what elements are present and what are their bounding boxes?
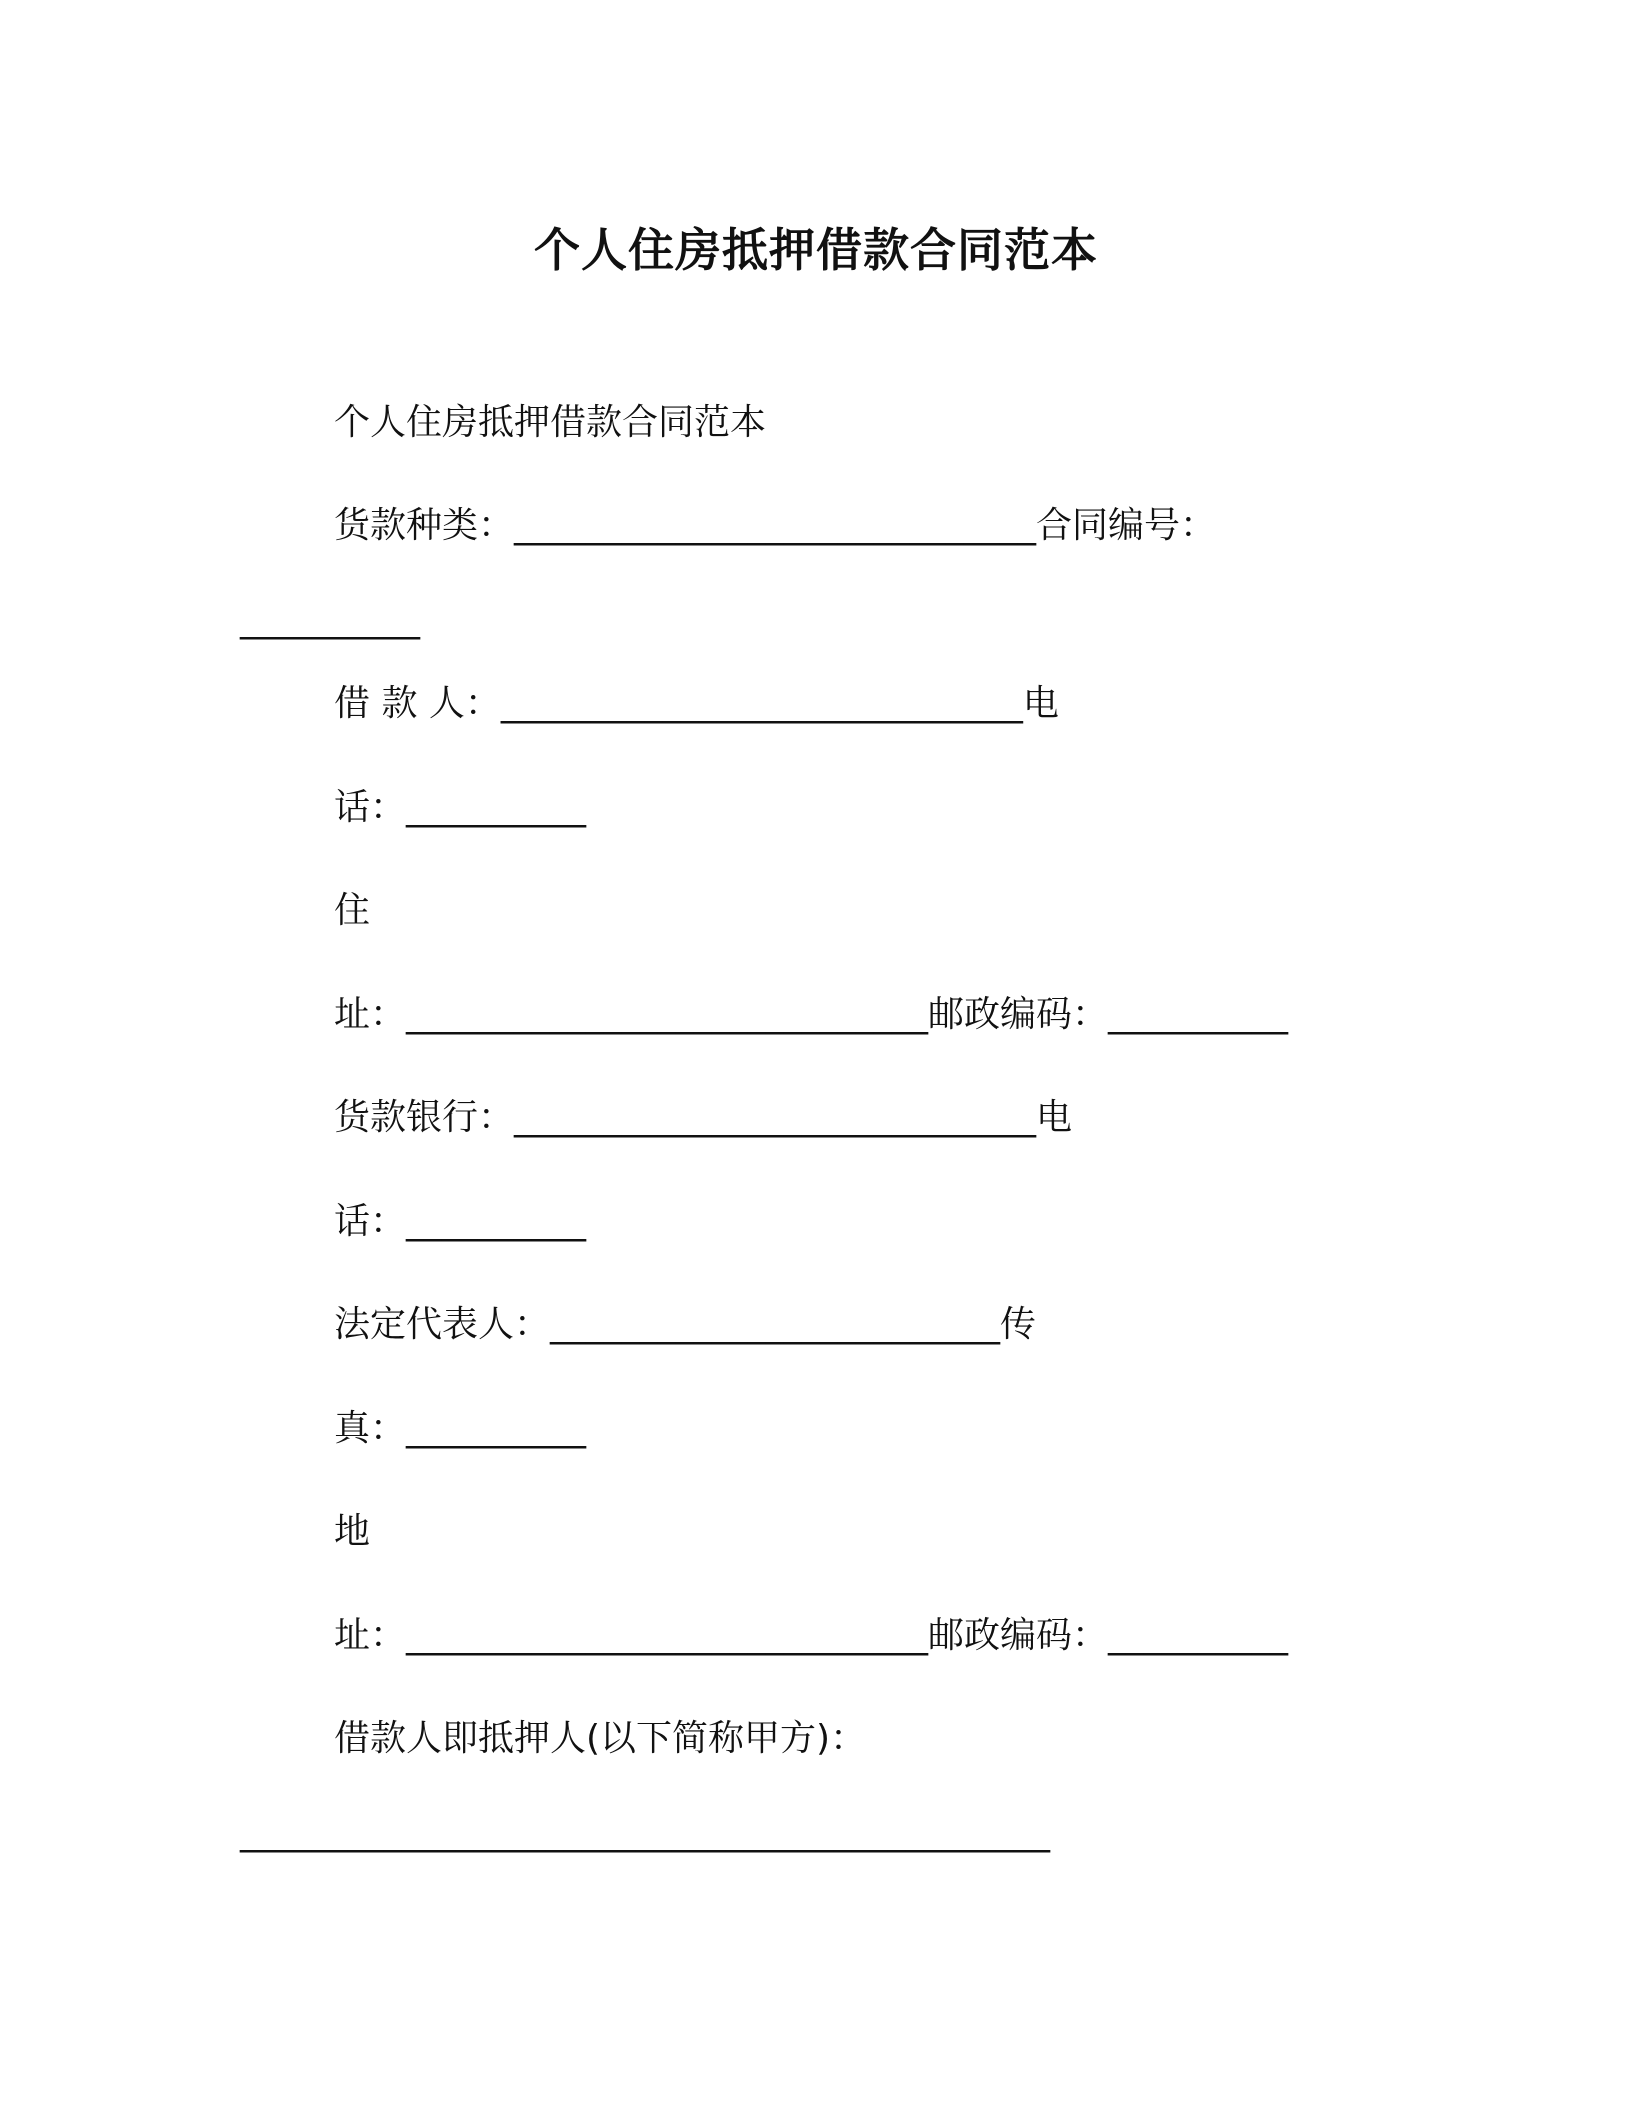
lender-phone-line: 话：__________ [334, 1201, 587, 1242]
document-title: 个人住房抵押借款合同范本 [534, 223, 1098, 277]
fax-line: 真：__________ [334, 1408, 587, 1449]
borrower-line: 借 款 人：_____________________________电 [334, 683, 1059, 724]
borrower-address-label: 住 [334, 890, 371, 931]
party-a-line: 借款人即抵押人(以下简称甲方)： [334, 1718, 867, 1759]
legal-rep-line: 法定代表人：_________________________传 [334, 1304, 1037, 1345]
party-a-blank: _____________________________________________ [240, 1812, 1050, 1853]
borrower-phone-line: 话：__________ [334, 787, 587, 828]
lender-address-line: 址：_____________________________邮政编码：__________ [334, 1615, 1289, 1656]
lender-address-label: 地 [334, 1511, 371, 1552]
loan-type-line: 货款种类：_____________________________合同编号： [334, 505, 1217, 546]
borrower-address-line: 址：_____________________________邮政编码：__________ [334, 994, 1289, 1035]
contract-number-blank: __________ [240, 599, 420, 640]
subtitle-line: 个人住房抵押借款合同范本 [334, 402, 767, 443]
lender-bank-line: 货款银行：_____________________________电 [334, 1097, 1073, 1138]
